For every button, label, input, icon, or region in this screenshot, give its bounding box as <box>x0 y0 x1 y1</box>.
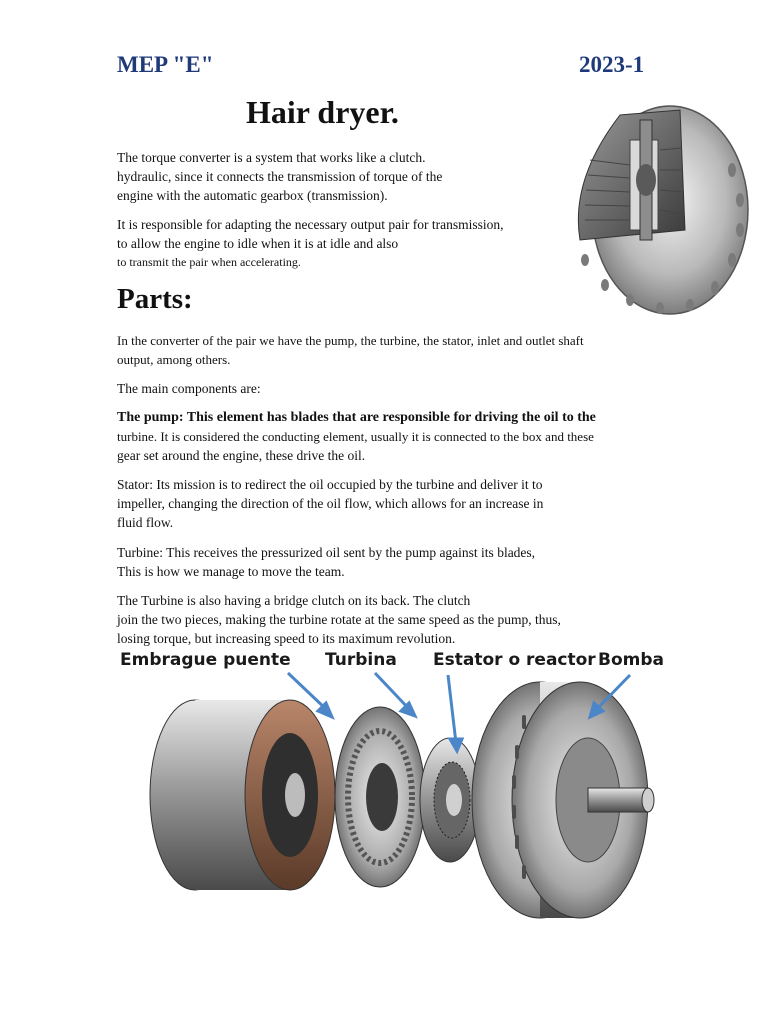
converter-paragraph <box>117 331 584 369</box>
text-line: engine with the automatic gearbox (transmission). <box>117 188 388 203</box>
text-line: The main components are: <box>117 381 261 396</box>
parts-heading: Parts: <box>117 283 193 315</box>
text-line: to allow the engine to idle when it is at idle and also <box>117 236 399 251</box>
stator-paragraph <box>117 475 543 532</box>
intro-paragraph-2 <box>117 215 504 272</box>
text-line: gear set around the engine, these drive the oil. <box>117 448 366 463</box>
text-line: impeller, changing the direction of the oil flow, which allows for an increase in <box>117 496 544 511</box>
text-line: join the two pieces, making the turbine rotate at the same speed as the pump, thus, <box>117 612 561 627</box>
text-line: Stator: Its mission is to redirect the oil occupied by the turbine and deliver it to <box>117 477 543 492</box>
label-stator: Estator o reactor <box>433 650 596 670</box>
text-line: This is how we manage to move the team. <box>117 564 345 579</box>
intro-paragraph-1 <box>117 148 442 205</box>
text-line: It is responsible for adapting the necessary output pair for transmission, <box>117 217 504 232</box>
label-turbine: Turbina <box>325 650 397 670</box>
text-line: turbine. It is considered the conducting element, usually it is connected to the box and these <box>117 429 594 444</box>
text-line: Turbine: This receives the pressurized oil sent by the pump against its blades, <box>117 545 536 560</box>
main-components-line <box>117 379 261 398</box>
turbine-paragraph <box>117 543 535 581</box>
text-line: In the converter of the pair we have the pump, the turbine, the stator, inlet and outlet shaft <box>117 333 584 348</box>
torque-converter-cutaway-image <box>560 100 750 318</box>
header-term: 2023-1 <box>579 52 645 77</box>
pump-paragraph <box>117 408 596 465</box>
label-bridge-clutch: Embrague puente <box>120 650 291 670</box>
text-line: The Turbine is also having a bridge clutch on its back. The clutch <box>117 593 471 608</box>
text-line: fluid flow. <box>117 515 174 530</box>
clutch-paragraph <box>117 591 561 648</box>
exploded-view-image <box>110 645 670 945</box>
text-line: output, among others. <box>117 352 231 367</box>
header-course: MEP "E" <box>117 52 214 77</box>
text-line: to transmit the pair when accelerating. <box>117 255 301 269</box>
text-line: losing torque, but increasing speed to its maximum revolution. <box>117 631 456 646</box>
page-title: Hair dryer. <box>246 94 399 130</box>
text-line: The pump: This element has blades that are responsible for driving the oil to the <box>117 410 596 425</box>
text-line: The torque converter is a system that works like a clutch. <box>117 150 426 165</box>
text-line: hydraulic, since it connects the transmission of torque of the <box>117 169 443 184</box>
label-pump: Bomba <box>598 650 664 670</box>
